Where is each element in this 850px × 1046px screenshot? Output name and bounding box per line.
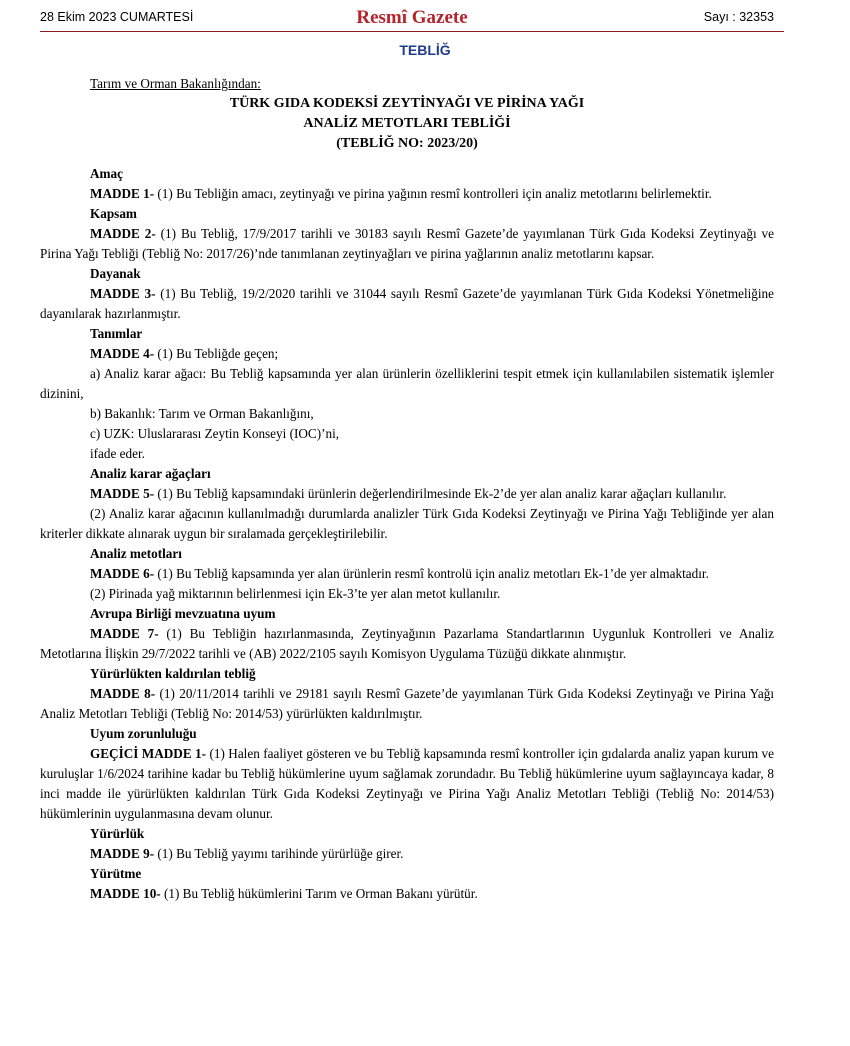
article-text: (1) Bu Tebliğ, 17/9/2017 tarihli ve 30183 sayılı Resmî Gazete’de yayımlanan Türk Gıda Kodeksi Zeytinyağı ve Pirina Yağı Tebliği (Tebliğ No: 2017/26)’nde tanımlanan zeytinyağları ve pirina yağlarının analiz metotlarını kapsar. [40, 226, 774, 261]
article-text: (1) Bu Tebliğ kapsamında yer alan ürünlerin resmî kontrolü için analiz metotları Ek-1’de yer almaktadır. [154, 566, 709, 581]
article-9 [40, 844, 774, 864]
article-text: (1) Bu Tebliğ yayımı tarihinde yürürlüğe girer. [154, 846, 404, 861]
document-title-line2: ANALİZ METOTLARI TEBLİĞİ [303, 116, 511, 131]
section-label: TEBLİĞ [399, 42, 451, 58]
article-8 [40, 684, 774, 724]
heading-kaldirilan: Yürürlükten kaldırılan tebliğ [90, 666, 256, 681]
article-7 [40, 624, 774, 664]
document-body [40, 74, 774, 904]
article-number: MADDE 4- [90, 346, 155, 361]
heading-dayanak: Dayanak [90, 266, 141, 281]
heading-yurutme: Yürütme [90, 866, 142, 881]
definition-a: a) Analiz karar ağacı: Bu Tebliğ kapsamında yer alan ürünlerin özelliklerini tespit etmek için kullanılabilen sistematik işlemler dizinini, [40, 366, 774, 401]
temporary-article-1 [40, 744, 774, 824]
article-number: GEÇİCİ MADDE 1- [90, 746, 207, 761]
gazette-title: Resmî Gazete [356, 7, 468, 28]
article-number: MADDE 5- [90, 486, 155, 501]
article-text: (1) Bu Tebliğ kapsamındaki ürünlerin değerlendirilmesinde Ek-2’de yer alan analiz karar ağaçları kullanılır. [154, 486, 727, 501]
document-title-line3: (TEBLİĞ NO: 2023/20) [336, 136, 478, 151]
heading-metotlar: Analiz metotları [90, 546, 182, 561]
heading-karar-agaclari: Analiz karar ağaçları [90, 466, 211, 481]
article-number: MADDE 6- [90, 566, 155, 581]
article-text: (1) 20/11/2014 tarihli ve 29181 sayılı Resmî Gazete’de yayımlanan Türk Gıda Kodeksi Zeytinyağı ve Pirina Yağı Analiz Metotları Tebliği (Tebliğ No: 2014/53) yürürlükten kaldırılmıştır. [40, 686, 774, 721]
article-text: (1) Bu Tebliğ, 19/2/2020 tarihli ve 31044 sayılı Resmî Gazete’de yayımlanan Türk Gıda Kodeksi Yönetmeliğine dayanılarak hazırlanmıştır. [40, 286, 774, 321]
header-date: 28 Ekim 2023 CUMARTESİ [40, 10, 194, 24]
document-title-line1: TÜRK GIDA KODEKSİ ZEYTİNYAĞI VE PİRİNA YAĞI [229, 96, 585, 111]
heading-amac: Amaç [90, 166, 123, 181]
article-5-para-2: (2) Analiz karar ağacının kullanılmadığı durumlarda analizler Türk Gıda Kodeksi Zeytinyağı ve Pirina Yağı Tebliğinde yer alan kriterler dikkate alınarak uygun bir sıralamada gerçekleştirilebilir. [40, 506, 774, 541]
definition-c: c) UZK: Uluslararası Zeytin Konseyi (IOC)’ni, [90, 426, 340, 441]
definition-b: b) Bakanlık: Tarım ve Orman Bakanlığını, [90, 406, 314, 421]
heading-uyum: Uyum zorunluluğu [90, 726, 197, 741]
article-6 [40, 564, 774, 584]
heading-tanimlar: Tanımlar [90, 326, 143, 341]
article-text: (1) Bu Tebliğde geçen; [154, 346, 279, 361]
article-10 [40, 884, 774, 904]
article-number: MADDE 3- [90, 286, 156, 301]
issuing-ministry: Tarım ve Orman Bakanlığından: [90, 76, 261, 91]
article-text: (1) Bu Tebliğin hazırlanmasında, Zeytinyağının Pazarlama Standartlarının Uygunluk Kontrolleri ve Analiz Metotlarına İlişkin 29/7/2022 tarihli ve (AB) 2022/2105 sayılı Komisyon Uygulama Tüzüğü dikkate alınmıştır. [40, 626, 774, 661]
heading-kapsam: Kapsam [90, 206, 137, 221]
article-6-para-2: (2) Pirinada yağ miktarının belirlenmesi için Ek-3’te yer alan metot kullanılır. [90, 586, 501, 601]
article-1 [40, 184, 774, 204]
heading-yururluk: Yürürlük [90, 826, 145, 841]
article-number: MADDE 9- [90, 846, 155, 861]
article-3 [40, 284, 774, 324]
article-number: MADDE 10- [90, 886, 161, 901]
article-2 [40, 224, 774, 264]
article-number: MADDE 2- [90, 226, 156, 241]
article-text: (1) Bu Tebliğ hükümlerini Tarım ve Orman Bakanı yürütür. [160, 886, 478, 901]
header-divider [40, 31, 784, 32]
article-number: MADDE 8- [90, 686, 156, 701]
page-header [40, 7, 784, 29]
article-4 [40, 344, 774, 364]
article-text: (1) Halen faaliyet gösteren ve bu Tebliğ kapsamında resmî kontroller için gıdalarda analiz yapan kurum ve kuruluşlar 1/6/2024 tarihine kadar bu Tebliğ hükümlerine uyum sağlamak zorundadır. Bu Tebliğ hükümlerine uyum sağlayıncaya kadar, 8 inci madde ile yürürlükten kaldırılan Türk Gıda Kodeksi Zeytinyağı ve Pirina Yağı Analiz Metotları Tebliği (Tebliğ No: 2014/53) hükümlerinin uygulanmasına devam olunur. [40, 746, 774, 821]
heading-ab: Avrupa Birliği mevzuatına uyum [90, 606, 276, 621]
definition-closing: ifade eder. [90, 446, 145, 461]
article-number: MADDE 1- [90, 186, 155, 201]
article-text: (1) Bu Tebliğin amacı, zeytinyağı ve pirina yağının resmî kontrolleri için analiz metotlarını belirlemektir. [154, 186, 712, 201]
issue-number: Sayı : 32353 [703, 10, 774, 24]
article-5 [40, 484, 774, 504]
article-number: MADDE 7- [90, 626, 159, 641]
